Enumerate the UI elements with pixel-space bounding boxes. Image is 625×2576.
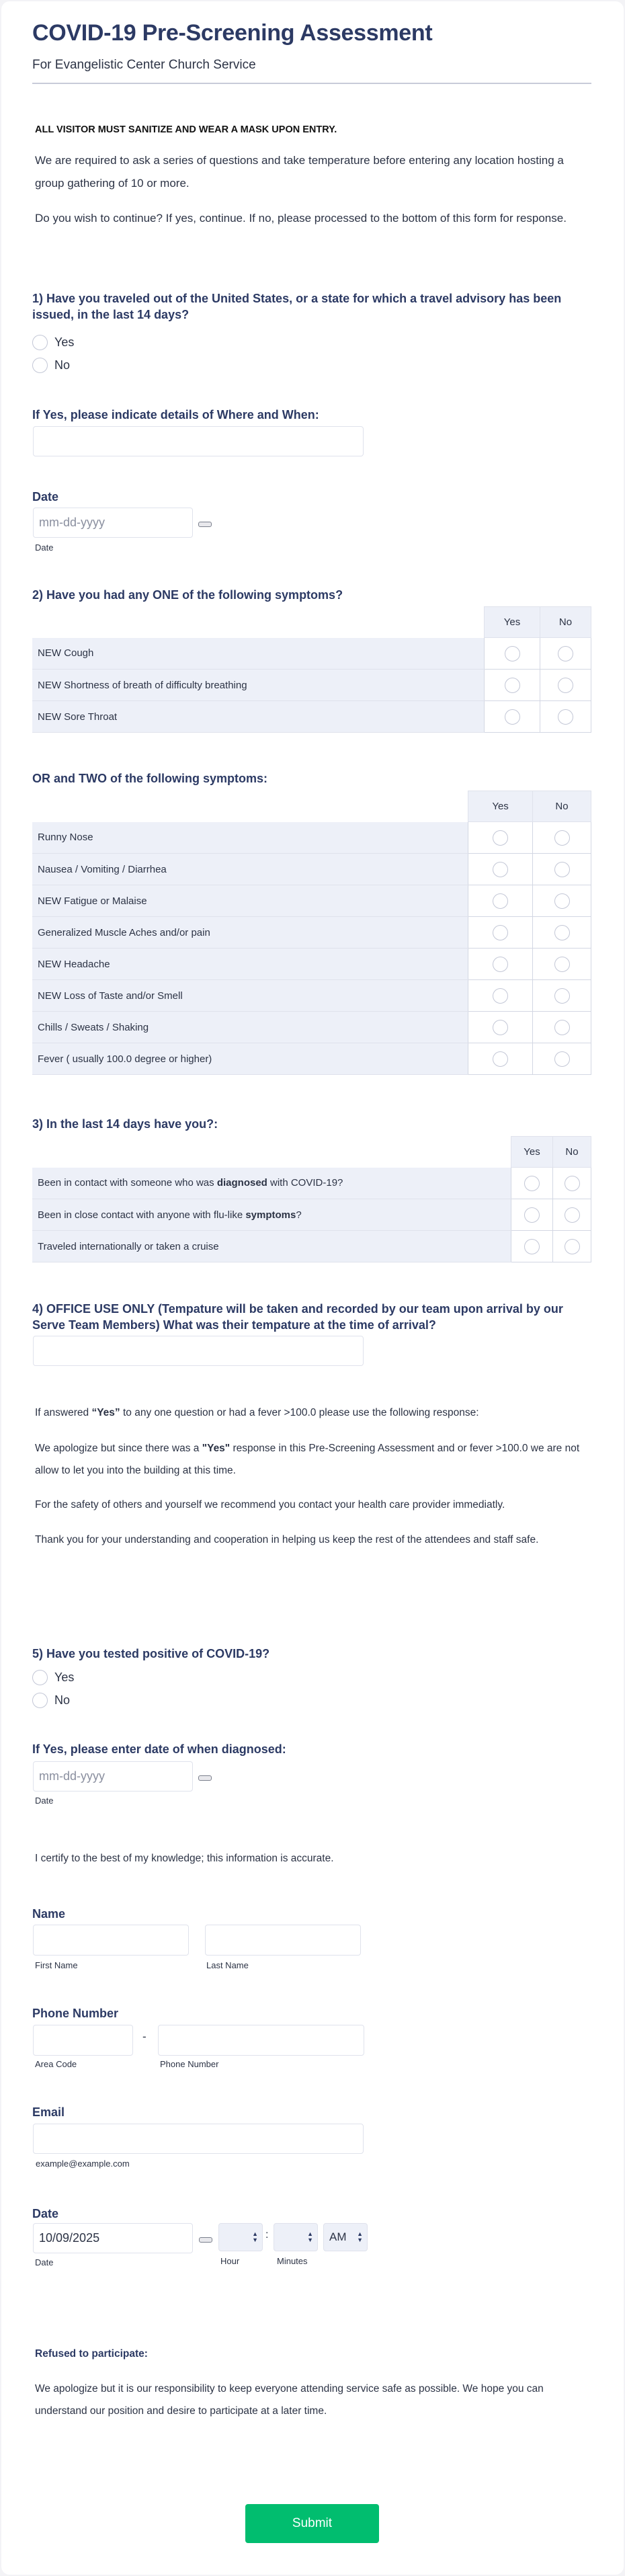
matrix-row — [32, 885, 591, 917]
column-header-no: No — [533, 791, 591, 822]
matrix-row — [32, 638, 591, 670]
name-label: Name — [32, 1907, 66, 1921]
first-name-sublabel: First Name — [35, 1960, 78, 1970]
column-header-no: No — [540, 607, 591, 638]
row-label: Chills / Sweats / Shaking — [32, 1012, 468, 1043]
datetime-label: Date — [32, 2207, 59, 2220]
radio-button-no[interactable] — [554, 1020, 570, 1035]
q3-label: 3) In the last 14 days have you?: — [32, 1117, 218, 1131]
refused-text: We apologize but it is our responsibility to keep everyone attending service safe as possible. We hope you can understand our position and desire to participate at a later time. — [35, 2383, 544, 2417]
q3-matrix — [32, 1136, 591, 1262]
radio-button-yes[interactable] — [493, 1051, 508, 1067]
diagnosed-date-label: If Yes, please enter date of when diagnosed: — [32, 1742, 286, 1756]
radio-button-no[interactable] — [558, 709, 573, 725]
form-title: COVID-19 Pre-Screening Assessment — [32, 20, 433, 46]
q1-option-no[interactable] — [32, 358, 70, 373]
q5-option-no-label: No — [54, 1693, 71, 1707]
hour-sublabel: Hour — [220, 2256, 240, 2266]
area-code-input[interactable] — [33, 2025, 133, 2056]
last-name-input[interactable] — [205, 1925, 361, 1956]
radio-button-yes[interactable] — [505, 678, 520, 693]
row-label: Traveled internationally or taken a cruise — [32, 1231, 511, 1262]
calendar-icon[interactable] — [198, 1775, 212, 1781]
calendar-icon[interactable] — [199, 2237, 212, 2243]
temperature-input[interactable] — [33, 1336, 364, 1366]
row-label: Been in close contact with anyone with flu-like symptoms? — [32, 1199, 511, 1231]
q1-option-yes[interactable] — [32, 335, 74, 350]
travel-details-label: If Yes, please indicate details of Where and When: — [32, 408, 319, 421]
row-label: Fever ( usually 100.0 degree or higher) — [32, 1043, 468, 1075]
yes-response-intro: If answered “Yes” to any one question or had a fever >100.0 please use the following response: — [35, 1407, 479, 1418]
row-label: NEW Headache — [32, 949, 468, 980]
phone-label: Phone Number — [32, 2007, 119, 2020]
spinner-arrows-icon: ▲ ▼ — [252, 2230, 258, 2243]
spinner-arrows-icon: ▲ ▼ — [357, 2230, 363, 2243]
radio-button-yes[interactable] — [524, 1239, 540, 1254]
form-subtitle: For Evangelistic Center Church Service — [32, 58, 256, 72]
radio-button-no[interactable] — [558, 646, 573, 661]
q1-option-no-label: No — [54, 358, 71, 372]
radio-button-yes[interactable] — [493, 988, 508, 1004]
email-sublabel: example@example.com — [36, 2159, 130, 2169]
intro-paragraph-1: We are required to ask a series of questions and take temperature before entering any location hosting a group gathering of 10 or more. — [35, 154, 564, 190]
row-label: NEW Loss of Taste and/or Smell — [32, 980, 468, 1012]
radio-button-yes[interactable] — [493, 893, 508, 909]
radio-button-no[interactable] — [554, 893, 570, 909]
radio-button[interactable] — [32, 1693, 48, 1708]
phone-number-input[interactable] — [158, 2025, 364, 2056]
q2-matrix — [32, 606, 591, 733]
q2-label: 2) Have you had any ONE of the following symptoms? — [32, 588, 343, 602]
matrix-row — [32, 1043, 591, 1075]
radio-button-no[interactable] — [554, 957, 570, 972]
matrix-row — [32, 701, 591, 733]
hour-select[interactable] — [218, 2223, 263, 2251]
yes-response-thanks: Thank you for your understanding and cooperation in helping us keep the rest of the attendees and staff safe. — [35, 1534, 539, 1545]
submit-button[interactable]: Submit — [245, 2504, 379, 2543]
row-label: Nausea / Vomiting / Diarrhea — [32, 854, 468, 885]
radio-button-no[interactable] — [565, 1239, 580, 1254]
q2b-matrix — [32, 791, 591, 1075]
column-header-yes: Yes — [485, 607, 540, 638]
radio-button-no[interactable] — [565, 1176, 580, 1191]
radio-button-yes[interactable] — [524, 1207, 540, 1223]
last-name-sublabel: Last Name — [206, 1960, 249, 1970]
radio-button-yes[interactable] — [493, 957, 508, 972]
travel-details-input[interactable] — [33, 426, 364, 456]
mask-notice: ALL VISITOR MUST SANITIZE AND WEAR A MASK UPON ENTRY. — [35, 124, 337, 135]
radio-button-yes[interactable] — [505, 709, 520, 725]
email-input[interactable] — [33, 2124, 364, 2154]
matrix-row — [32, 1168, 591, 1199]
spinner-arrows-icon: ▲ ▼ — [307, 2230, 313, 2243]
email-label: Email — [32, 2105, 65, 2119]
column-header-yes: Yes — [511, 1137, 553, 1168]
travel-date-sublabel: Date — [35, 542, 54, 553]
row-label: NEW Fatigue or Malaise — [32, 885, 468, 917]
q1-option-yes-label: Yes — [54, 335, 75, 349]
intro-paragraph-2: Do you wish to continue? If yes, continue. If no, please processed to the bottom of this form for response. — [35, 212, 567, 225]
radio-button-no[interactable] — [554, 830, 570, 846]
matrix-row — [32, 854, 591, 885]
datetime-date-sublabel: Date — [35, 2257, 54, 2267]
row-label: Generalized Muscle Aches and/or pain — [32, 917, 468, 949]
travel-date-input[interactable]: mm-dd-yyyy — [33, 508, 193, 538]
radio-button[interactable] — [32, 335, 48, 350]
minutes-sublabel: Minutes — [277, 2256, 308, 2266]
certify-text: I certify to the best of my knowledge; this information is accurate. — [35, 1853, 334, 1864]
radio-button-yes[interactable] — [493, 1020, 508, 1035]
q5-option-yes-label: Yes — [54, 1671, 75, 1684]
matrix-row — [32, 949, 591, 980]
radio-button-yes[interactable] — [505, 646, 520, 661]
q5-label: 5) Have you tested positive of COVID-19? — [32, 1647, 270, 1660]
radio-button-no[interactable] — [554, 925, 570, 940]
q5-option-yes[interactable] — [32, 1670, 74, 1685]
row-label: NEW Sore Throat — [32, 701, 485, 733]
radio-button-yes[interactable] — [493, 830, 508, 846]
row-label: Been in contact with someone who was diagnosed with COVID-19? — [32, 1168, 511, 1199]
header-divider — [32, 83, 591, 84]
radio-button-yes[interactable] — [524, 1176, 540, 1191]
form-card — [1, 1, 624, 2575]
matrix-row — [32, 1012, 591, 1043]
q4-label: 4) OFFICE USE ONLY (Tempature will be taken and recorded by our team upon arrival by our Serve Team Members) What was their tempature at the time of arrival? — [32, 1302, 563, 1332]
yes-response-apology: We apologize but since there was a "Yes" response in this Pre-Screening Assessment and or fever >100.0 we are not allow to let you into the building at this time. — [35, 1443, 580, 1476]
radio-button-no[interactable] — [554, 1051, 570, 1067]
radio-button-no[interactable] — [565, 1207, 580, 1223]
matrix-row — [32, 670, 591, 701]
radio-button[interactable] — [32, 1670, 48, 1685]
ampm-select[interactable]: AM ▲ ▼ — [323, 2223, 368, 2251]
phone-number-sublabel: Phone Number — [160, 2059, 219, 2069]
row-label: Runny Nose — [32, 822, 468, 854]
matrix-row — [32, 1199, 591, 1231]
q1-label: 1) Have you traveled out of the United States, or a state for which a travel advisory has been issued, in the last 14 days? — [32, 292, 562, 321]
radio-button[interactable] — [32, 358, 48, 373]
radio-button-no[interactable] — [554, 988, 570, 1004]
radio-button-no[interactable] — [554, 862, 570, 877]
matrix-row — [32, 917, 591, 949]
column-header-no: No — [553, 1137, 591, 1168]
diagnosed-date-input[interactable]: mm-dd-yyyy — [33, 1761, 193, 1792]
row-label: NEW Cough — [32, 638, 485, 670]
first-name-input[interactable] — [33, 1925, 189, 1956]
matrix-row — [32, 1231, 591, 1262]
diagnosed-date-sublabel: Date — [35, 1796, 54, 1806]
yes-response-safety: For the safety of others and yourself we recommend you contact your health care provider immediatly. — [35, 1499, 505, 1511]
radio-button-yes[interactable] — [493, 925, 508, 940]
radio-button-no[interactable] — [558, 678, 573, 693]
refused-heading: Refused to participate: — [35, 2348, 148, 2360]
row-label: NEW Shortness of breath of difficulty breathing — [32, 670, 485, 701]
q2b-label: OR and TWO of the following symptoms: — [32, 772, 267, 785]
radio-button-yes[interactable] — [493, 862, 508, 877]
calendar-icon[interactable] — [198, 522, 212, 527]
area-code-sublabel: Area Code — [35, 2059, 77, 2069]
matrix-row — [32, 822, 591, 854]
q5-option-no[interactable] — [32, 1693, 70, 1708]
time-colon: : — [265, 2229, 269, 2241]
minutes-select[interactable] — [274, 2223, 318, 2251]
column-header-yes: Yes — [468, 791, 533, 822]
datetime-date-input[interactable]: 10/09/2025 — [33, 2223, 193, 2253]
matrix-row — [32, 980, 591, 1012]
travel-date-label: Date — [32, 490, 59, 504]
phone-separator: - — [142, 2030, 147, 2043]
